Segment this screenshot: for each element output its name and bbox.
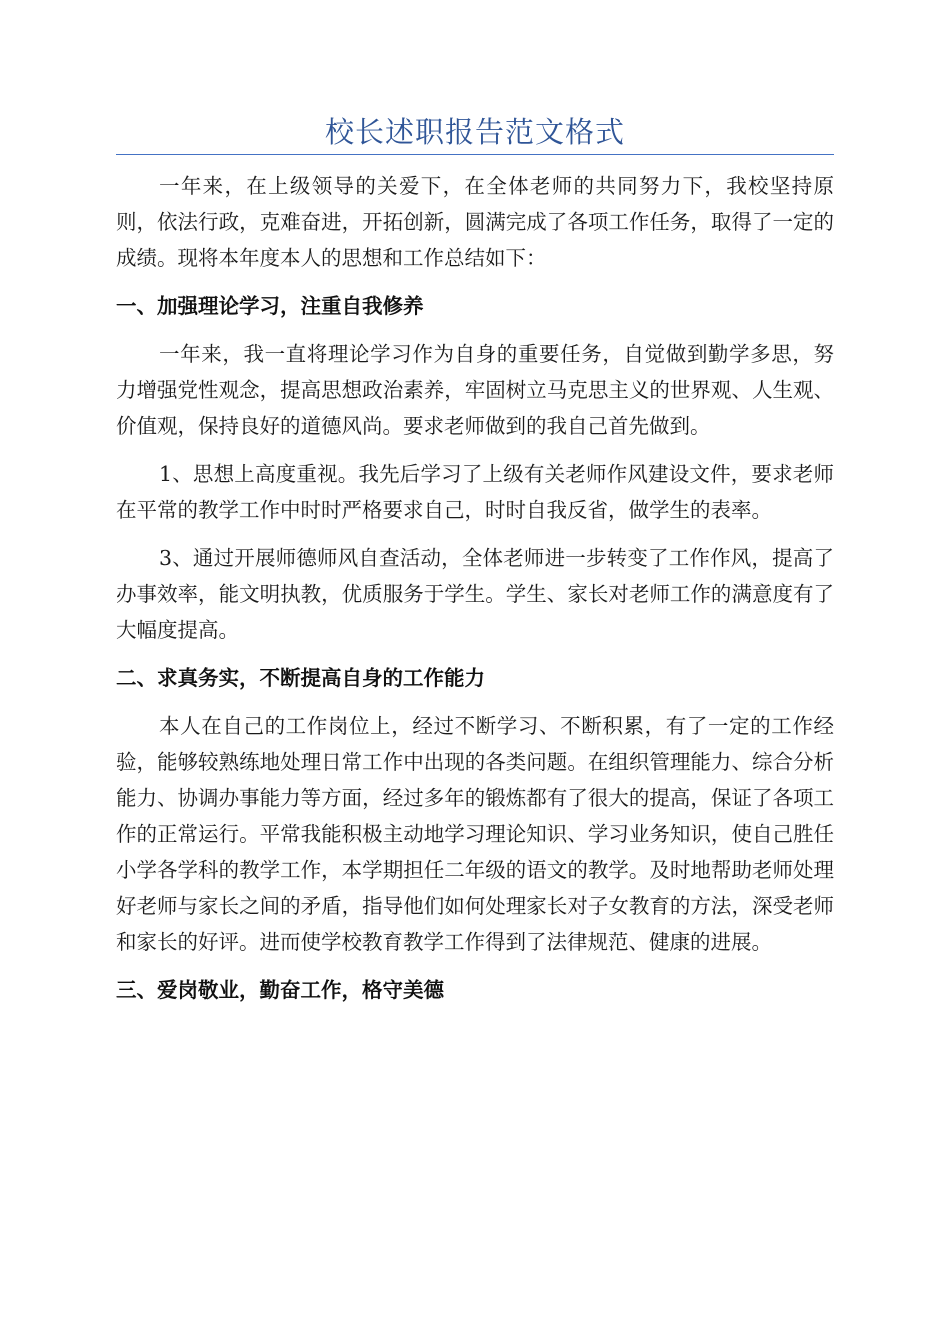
- section-1-item-3: 3、通过开展师德师风自查活动，全体老师进一步转变了工作作风，提高了办事效率，能文明执教，优质服务于学生。学生、家长对老师工作的满意度有了大幅度提高。: [116, 546, 834, 642]
- section-heading-1: 一、加强理论学习，注重自我修养: [116, 294, 424, 318]
- intro-paragraph: 一年来，在上级领导的关爱下，在全体老师的共同努力下，我校坚持原则，依法行政，克难奋进，开拓创新，圆满完成了各项工作任务，取得了一定的成绩。现将本年度本人的思想和工作总结如下：: [116, 174, 834, 270]
- document-body: [116, 168, 834, 1020]
- section-2-paragraph: 本人在自己的工作岗位上，经过不断学习、不断积累，有了一定的工作经验，能够较熟练地处理日常工作中出现的各类问题。在组织管理能力、综合分析能力、协调办事能力等方面，经过多年的锻炼都有了很大的提高，保证了各项工作的正常运行。平常我能积极主动地学习理论知识、学习业务知识，使自己胜任小学各学科的教学工作，本学期担任二年级的语文的教学。及时地帮助老师处理好老师与家长之间的矛盾，指导他们如何处理家长对子女教育的方法，深受老师和家长的好评。进而使学校教育教学工作得到了法律规范、健康的进展。: [116, 714, 834, 954]
- document-title: 校长述职报告范文格式: [324, 115, 625, 149]
- section-heading-3: 三、爱岗敬业，勤奋工作，格守美德: [116, 978, 444, 1002]
- section-1-paragraph: 一年来，我一直将理论学习作为自身的重要任务，自觉做到勤学多思，努力增强党性观念，提高思想政治素养，牢固树立马克思主义的世界观、人生观、价值观，保持良好的道德风尚。要求老师做到的我自己首先做到。: [116, 342, 834, 438]
- title-underline: [116, 154, 834, 155]
- section-1-item-1: 1、思想上高度重视。我先后学习了上级有关老师作风建设文件，要求老师在平常的教学工作中时时严格要求自己，时时自我反省，做学生的表率。: [116, 462, 834, 522]
- section-heading-2: 二、求真务实，不断提高自身的工作能力: [116, 666, 485, 690]
